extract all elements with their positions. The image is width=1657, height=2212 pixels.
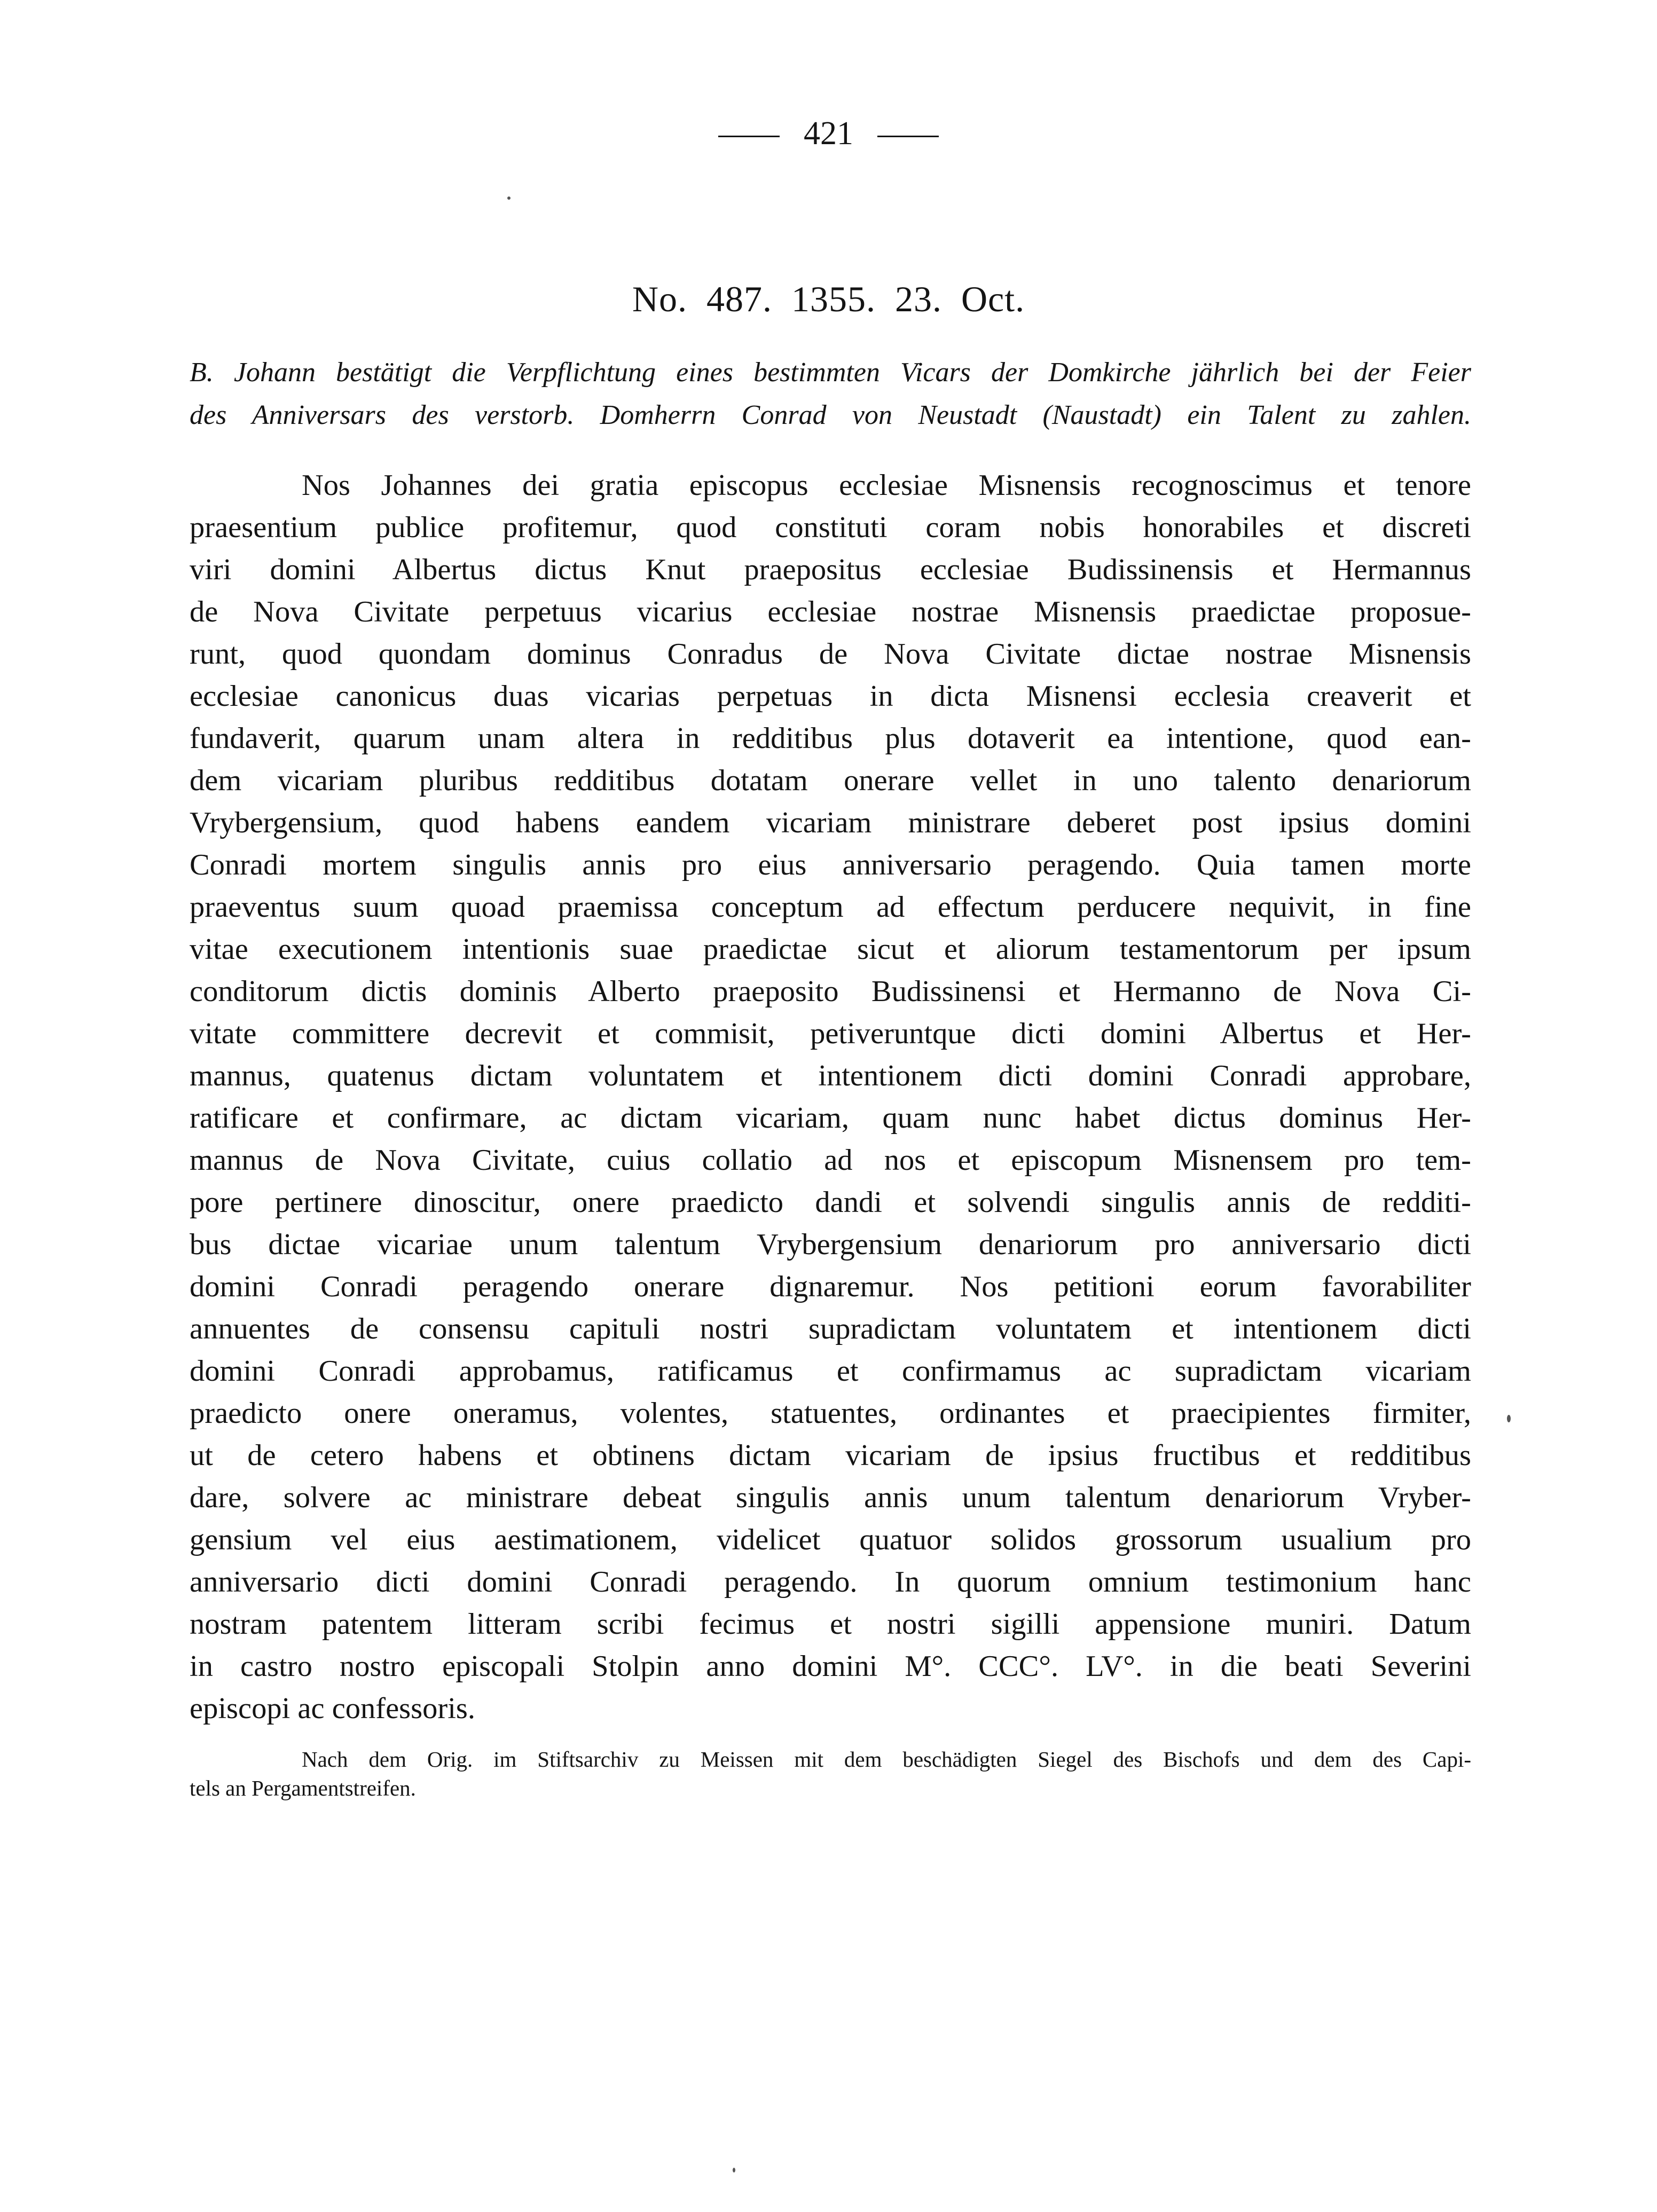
- body-line: praedicto onere oneramus, volentes, statuentes, ordinantes et praecipientes firmiter,: [190, 1397, 1471, 1430]
- charter-text: [190, 465, 1471, 1730]
- body-line: ut de cetero habens et obtinens dictam vicariam de ipsius fructibus et redditibus: [190, 1439, 1471, 1472]
- body-line: episcopi ac confessoris.: [190, 1692, 476, 1725]
- body-line: pore pertinere dinoscitur, onere praedicto dandi et solvendi singulis annis de redditi-: [190, 1186, 1471, 1219]
- body-line: ecclesiae canonicus duas vicarias perpetuas in dicta Misnensi ecclesia creaverit et: [190, 680, 1471, 713]
- body-line: anniversario dicti domini Conradi peragendo. In quorum omnium testimonium hanc: [190, 1565, 1471, 1599]
- body-line: nostram patentem litteram scribi fecimus et nostri sigilli appensione muniri. Datum: [190, 1608, 1471, 1641]
- document-title: No. 487. 1355. 23. Oct.: [632, 279, 1025, 319]
- note-line: tels an Pergamentstreifen.: [190, 1776, 416, 1800]
- regest-line: des Anniversars des verstorb. Domherrn Conrad von Neustadt (Naustadt) ein Talent zu zahlen.: [190, 400, 1471, 430]
- body-line: dem vicariam pluribus redditibus dotatam onerare vellet in uno talento denariorum: [190, 764, 1471, 797]
- body-line: conditorum dictis dominis Alberto praeposito Budissinensi et Hermanno de Nova Ci-: [190, 975, 1471, 1008]
- scan-speck: [1507, 1415, 1511, 1422]
- body-line: Conradi mortem singulis annis pro eius anniversario peragendo. Quia tamen morte: [190, 848, 1471, 881]
- body-line: viri domini Albertus dictus Knut praepositus ecclesiae Budissinensis et Hermannus: [190, 553, 1471, 586]
- regest-line: B. Johann bestätigt die Verpflichtung eines bestimmten Vicars der Domkirche jährlich bei der Feier: [190, 357, 1471, 388]
- body-line: de Nova Civitate perpetuus vicarius ecclesiae nostrae Misnensis praedictae proposue-: [190, 595, 1471, 628]
- body-line: gensium vel eius aestimationem, videlicet quatuor solidos grossorum usualium pro: [190, 1523, 1471, 1556]
- regest-summary: [190, 351, 1471, 437]
- body-line: praeventus suum quoad praemissa conceptum ad effectum perducere nequivit, in fine: [190, 891, 1471, 924]
- body-line: praesentium publice profitemur, quod constituti coram nobis honorabiles et discreti: [190, 511, 1471, 544]
- body-line: annuentes de consensu capituli nostri supradictam voluntatem et intentionem dicti: [190, 1312, 1471, 1345]
- page-header: [0, 109, 1657, 158]
- body-line: vitae executionem intentionis suae praedictae sicut et aliorum testamentorum per ipsum: [190, 933, 1471, 966]
- scan-speck: [507, 196, 511, 200]
- body-line: bus dictae vicariae unum talentum Vrybergensium denariorum pro anniversario dicti: [190, 1228, 1471, 1261]
- page-number: 421: [804, 115, 853, 152]
- note-line: Nach dem Orig. im Stiftsarchiv zu Meissen mit dem beschädigten Siegel des Bischofs und dem des Capi-: [302, 1747, 1471, 1772]
- body-line: Vrybergensium, quod habens eandem vicariam ministrare deberet post ipsius domini: [190, 806, 1471, 839]
- header-rule-right: [877, 136, 939, 137]
- body-line: fundaverit, quarum unam altera in redditibus plus dotaverit ea intentione, quod ean-: [190, 722, 1471, 755]
- body-line: runt, quod quondam dominus Conradus de Nova Civitate dictae nostrae Misnensis: [190, 637, 1471, 671]
- header-rule-left: [718, 136, 780, 137]
- body-line: mannus, quatenus dictam voluntatem et intentionem dicti domini Conradi approbare,: [190, 1059, 1471, 1092]
- scan-speck: [733, 2168, 735, 2172]
- body-line: mannus de Nova Civitate, cuius collatio ad nos et episcopum Misnensem pro tem-: [190, 1144, 1471, 1177]
- body-line: Nos Johannes dei gratia episcopus ecclesiae Misnensis recognoscimus et tenore: [302, 469, 1471, 502]
- source-note: [190, 1745, 1471, 1802]
- body-line: domini Conradi peragendo onerare dignaremur. Nos petitioni eorum favorabiliter: [190, 1270, 1471, 1303]
- body-line: in castro nostro episcopali Stolpin anno domini M°. CCC°. LV°. in die beati Severini: [190, 1650, 1471, 1683]
- body-line: vitate committere decrevit et commisit, petiveruntque dicti domini Albertus et Her-: [190, 1017, 1471, 1050]
- body-line: domini Conradi approbamus, ratificamus et confirmamus ac supradictam vicariam: [190, 1355, 1471, 1388]
- body-line: ratificare et confirmare, ac dictam vicariam, quam nunc habet dictus dominus Her-: [190, 1101, 1471, 1135]
- body-line: dare, solvere ac ministrare debeat singulis annis unum talentum denariorum Vryber-: [190, 1481, 1471, 1514]
